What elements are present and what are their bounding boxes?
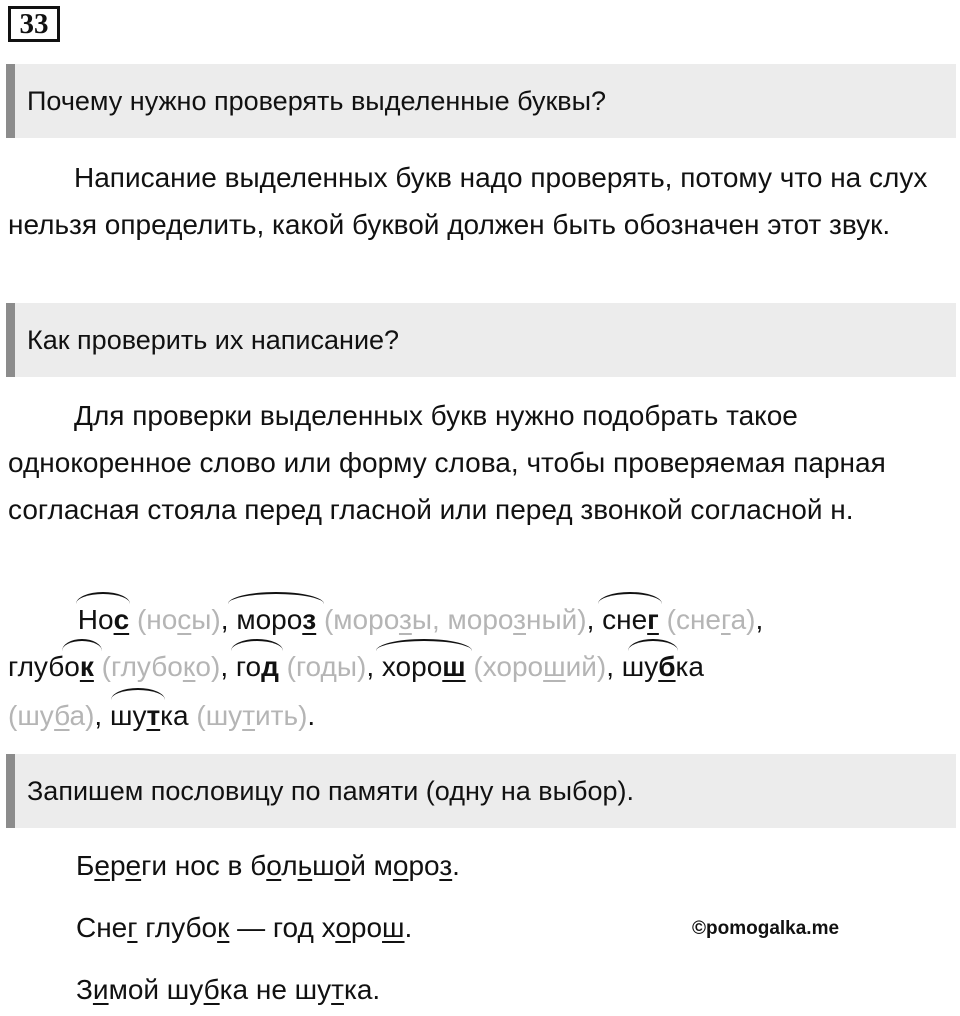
watermark: ©pomogalka.me <box>692 918 840 939</box>
underlined-letters: ш <box>382 912 405 943</box>
question-1: Почему нужно проверять выделенные буквы? <box>6 64 956 138</box>
underlined-letters: е <box>125 850 142 881</box>
proverb-text: х <box>313 912 336 943</box>
underlined-letters: о <box>266 850 282 881</box>
proverb-2 <box>76 912 412 944</box>
proverb-text: ро <box>350 912 383 943</box>
check-shubka: (шуба) <box>8 700 95 731</box>
word-shutka: шутка <box>110 700 189 732</box>
proverb-text: ка. <box>343 974 381 1005</box>
underlined-letters: т <box>331 974 344 1005</box>
check-nos: (носы) <box>136 604 221 635</box>
proverb-text: . <box>404 912 413 943</box>
underlined-letters: о <box>335 912 351 943</box>
proverb-text: в б <box>219 850 267 881</box>
proverb-text: ш <box>312 850 335 881</box>
check-shutka: (шутить) <box>196 700 308 731</box>
question-2: Как проверить их написание? <box>6 303 956 377</box>
underlined-letters: б <box>203 974 220 1005</box>
check-horosh: (хороший) <box>473 651 607 682</box>
word-sneg: снег <box>602 604 659 636</box>
answer-2: Для проверки выделенных букв нужно подобрать такое однокоренное слово или форму слова, чтобы проверяемая парная согласная стояла перед гласной или перед звонкой согласной н. <box>8 400 886 525</box>
underlined-letters: з <box>439 850 453 881</box>
word-horosh: хорош <box>382 651 466 683</box>
underlined-letters: и <box>92 974 109 1005</box>
proverb-text: ги нос <box>141 850 220 881</box>
check-moroz: (морозы, морозный) <box>323 604 587 635</box>
check-glubok: (глубоко) <box>101 651 221 682</box>
proverb-text: глубо <box>137 912 218 943</box>
underlined-letters: о <box>392 850 409 881</box>
underlined-letters: г <box>127 912 138 943</box>
proverb-text: ро <box>408 850 440 881</box>
word-shubka: шубка <box>622 651 704 683</box>
answer-1: Написание выделенных букв надо проверять, потому что на слух нельзя определить, какой буквой должен быть обозначен этот звук. <box>8 162 928 240</box>
proverb-text: мой шу <box>108 974 204 1005</box>
question-3: Запишем пословицу по памяти (одну на выбор). <box>6 754 956 828</box>
proverb-text: р <box>109 850 126 881</box>
proverb-3 <box>76 974 380 1006</box>
check-god: (годы) <box>286 651 367 682</box>
examples-line-2: глубок (глубоко), год (годы), хорош (хороший), шубка <box>8 651 704 683</box>
proverb-text: . <box>452 850 460 881</box>
underlined-letters: д <box>297 912 314 943</box>
check-sneg: (снега) <box>666 604 756 635</box>
underlined-letters: о <box>334 850 351 881</box>
proverb-1 <box>76 850 460 882</box>
proverb-text: Сне <box>76 912 128 943</box>
proverb-text: л <box>281 850 298 881</box>
proverb-text: й м <box>350 850 393 881</box>
proverb-text: ка не шу <box>219 974 332 1005</box>
underlined-letters: к <box>217 912 230 943</box>
word-god: год <box>236 651 279 683</box>
proverb-text: — го <box>229 912 298 943</box>
proverb-text: З <box>76 974 93 1005</box>
task-number: 33 <box>8 6 60 42</box>
proverb-text: Б <box>76 850 95 881</box>
word-moroz: мороз <box>236 604 316 636</box>
word-glubok: глубок <box>8 651 94 683</box>
examples-line-3: (шуба), шутка (шутить). <box>8 700 315 732</box>
underlined-letters: е <box>94 850 110 881</box>
examples-line-1: Нос (носы), мороз (морозы, морозный), снег (снега), <box>8 604 763 636</box>
underlined-letters: ь <box>297 850 313 881</box>
word-nos: Нос <box>78 604 129 636</box>
